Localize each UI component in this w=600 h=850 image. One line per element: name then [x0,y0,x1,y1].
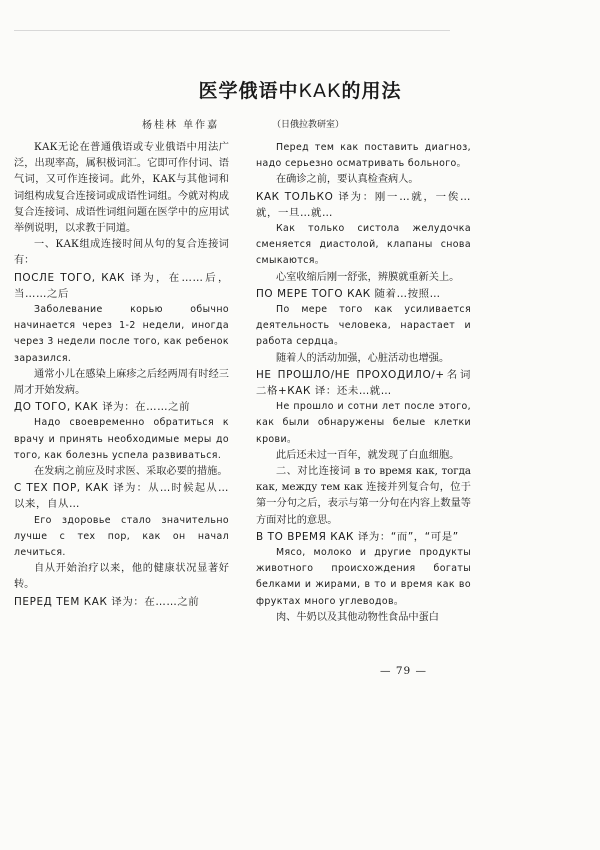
paragraph: 二、对比连接词 в то время как, тогда как, между тем как 连接并列复合句，位于第一分句之后，表示与第一分句在内容上数量等方面对比的意思。 [256,466,471,526]
paragraph: Мясо, молоко и другие продукты животного происхождения богаты белками и жирами, в то и время как во фруктах много углеводов。 [256,547,471,607]
paragraph: 此后还未过一百年，就发现了白血细胞。 [276,449,460,461]
paragraph: 通常小儿在感染上麻疹之后经两周有时经三周才开始发病。 [14,368,229,397]
paragraph: 心室收缩后刚一舒张，辨膜就重新关上。 [276,271,460,283]
title-part1: 医学俄语中 [198,80,299,102]
term-line: В ТО ВРЕМЯ КАК 译为：“而”，“可是” [256,530,459,543]
title-part2: 的用法 [341,80,402,102]
affiliation: （日俄拉教研室） [272,120,345,130]
paragraph: 一、КАК组成连接时间从句的复合连接词有： [14,239,229,267]
paragraph: По мере того как усиливается деятельность человека, нарастает и работа сердца。 [256,304,471,348]
right-column [256,140,471,626]
term-line: С ТЕХ ПОР, КАК 译为：从…时候起从…以来，自从… [14,482,229,511]
left-column [14,140,229,610]
page-number: — 79 — [380,665,428,677]
paragraph: 随着人的活动加强，心脏活动也增强。 [276,352,450,364]
term-line: ПОСЛЕ ТОГО, КАК 译为，在……后，当……之后 [14,271,229,300]
paragraph: Надо своевременно обратиться к врачу и принять необходимые меры до того, как болезнь успела развиваться. [14,417,229,461]
term-line: НЕ ПРОШЛО/НЕ ПРОХОДИЛО/+名词二格+КАК 译：还未…就… [256,368,471,398]
paragraph: КАК无论在普通俄语或专业俄语中用法广泛，出现率高，属积极词汇。它即可作付词、语气词，又可作连接词。此外，КАК与其他词和词组构成复合连接词或成语性词组。今就对构成复合连接词、成语性词组问题在医学中的应用试举例说明，以求教于同道。 [14,142,229,235]
title-kak: КАК [298,80,342,102]
term-line: КАК ТОЛЬКО 译为：刚一…就，一俟…就，一旦…就… [256,190,471,219]
paragraph: 在发病之前应及时求医、采取必要的措施。 [34,466,228,478]
paragraph: Не прошло и сотни лет после этого, как были обнаружены белые клетки крови。 [256,401,471,445]
term-line: ПО МЕРЕ ТОГО КАК 随着…按照… [256,287,441,300]
paragraph: 自从开始治疗以来，他的健康状况显著好转。 [14,563,229,591]
paragraph: Перед тем как поставить диагноз, надо серьезно осматривать больного。 [256,142,471,170]
paragraph: Его здоровье стало значительно лучше с тех пор, как он начал лечиться. [14,514,229,559]
paragraph: 肉、牛奶以及其他动物性食品中蛋白 [276,611,439,623]
term-line: ДО ТОГО, КАК 译为：在……之前 [14,401,191,414]
paragraph: Заболевание корью обычно начинается через 1-2 недели, иногда через 3 недели после того, как ребенок заразился. [14,304,229,364]
term-line: ПЕРЕД ТЕМ КАК 译为：在……之前 [14,595,200,608]
authors: 杨桂林 单作嘉 [142,120,220,131]
top-rule [14,30,450,31]
paragraph: 在确诊之前，要认真检查病人。 [276,174,419,186]
article-title [0,76,600,103]
paragraph: Как только систола желудочка сменяется диастолой, клапаны снова смыкаются。 [256,223,471,267]
